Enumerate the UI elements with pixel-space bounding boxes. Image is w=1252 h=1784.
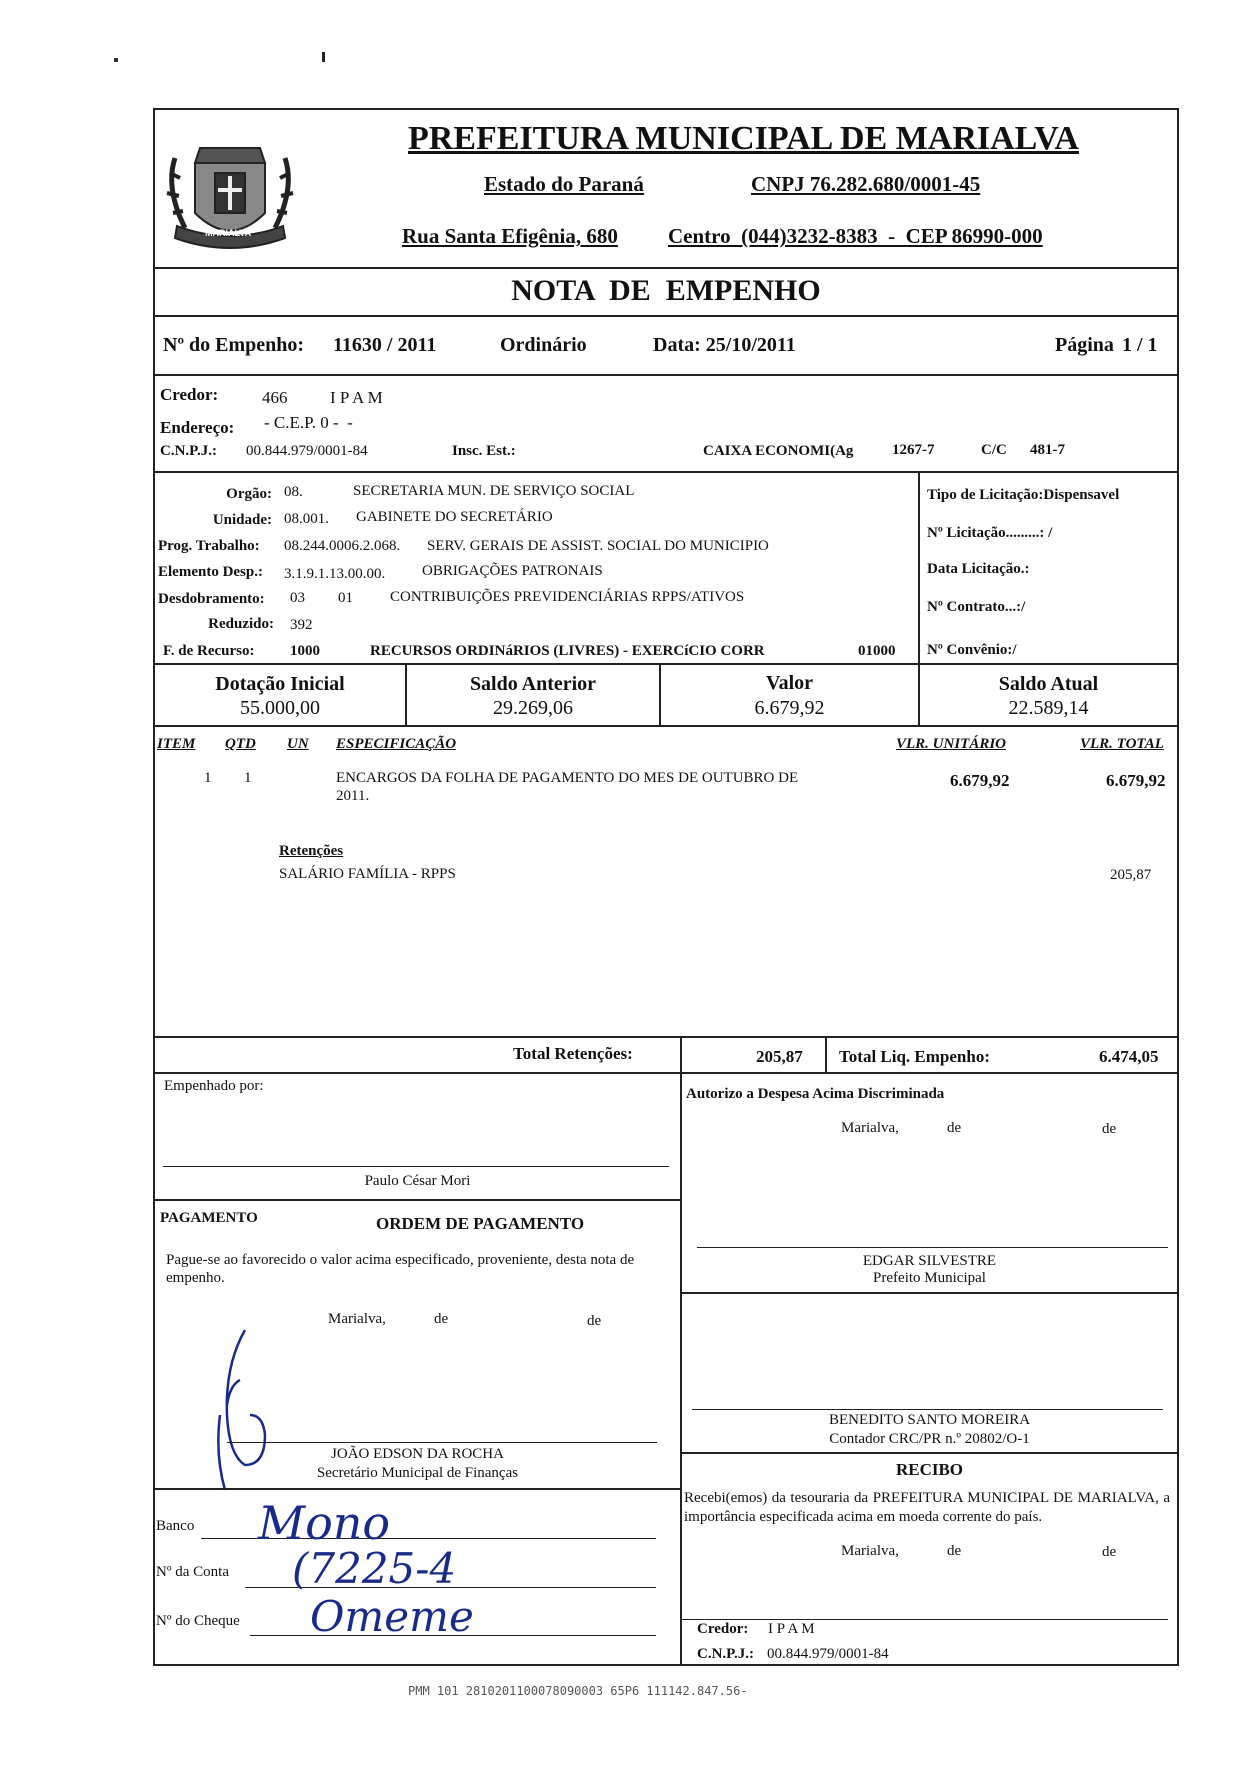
divider: [155, 315, 1177, 317]
recibo-title: RECIBO: [895, 1460, 964, 1479]
prefeito-nome: EDGAR SILVESTRE: [862, 1253, 997, 1269]
pagina-label: Página: [1055, 334, 1114, 356]
licitacao-convenio: Nº Convênio:/: [927, 642, 1017, 658]
scan-mark: [114, 58, 118, 62]
contador-nome: BENEDITO SANTO MOREIRA: [828, 1412, 1031, 1428]
item-esp: ENCARGOS DA FOLHA DE PAGAMENTO DO MES DE OUTUBRO DE: [336, 770, 799, 786]
divider: [680, 1452, 1177, 1454]
ordem-label: ORDEM DE PAGAMENTO: [376, 1214, 585, 1233]
col-qtd: QTD: [225, 736, 256, 752]
empenhado-nome: Paulo César Mori: [364, 1173, 471, 1189]
conta-label: Nº da Conta: [156, 1564, 229, 1580]
elem: OBRIGAÇÕES PATRONAIS: [422, 563, 603, 579]
col-item: ITEM: [157, 736, 196, 752]
licitacao-data: Data Licitação.:: [927, 561, 1030, 577]
pagamento-label: PAGAMENTO: [160, 1210, 258, 1226]
recurso-cod2: 01000: [858, 643, 896, 659]
pague-texto: Pague-se ao favorecido o valor acima especificado, proveniente, desta nota de empenho.: [166, 1252, 635, 1286]
conta-handwritten: (7225-4: [292, 1544, 457, 1593]
total-retencoes-label: Total Retenções:: [513, 1044, 633, 1063]
retencoes-label: Retenções: [279, 843, 344, 859]
atual: 22.589,14: [1008, 697, 1089, 719]
elem-cod: 3.1.9.1.13.00.00.: [284, 566, 386, 582]
unidade-label: Unidade:: [212, 512, 272, 528]
licitacao-tipo: Tipo de Licitação:Dispensavel: [927, 487, 1120, 503]
header-address: Rua Santa Efigênia, 680: [402, 224, 618, 248]
doc-title: NOTA DE EMPENHO: [511, 274, 821, 307]
pagamento-de: de: [587, 1313, 602, 1329]
banco: CAIXA ECONOMI(Ag: [703, 443, 854, 459]
recibo-de: de: [947, 1543, 962, 1559]
divider: [680, 1292, 1177, 1294]
cc-label: C/C: [981, 442, 1007, 458]
desdob-cod: 03: [290, 590, 305, 606]
divider: [680, 1036, 682, 1072]
unidade: GABINETE DO SECRETÁRIO: [356, 509, 553, 525]
divider: [155, 1488, 680, 1490]
divider: [155, 374, 1177, 376]
cc: 481-7: [1030, 442, 1065, 458]
header-state: Estado do Paraná: [484, 172, 644, 196]
prog-label: Prog. Trabalho:: [158, 538, 260, 554]
endereco-label: Endereço:: [160, 418, 235, 437]
divider: [155, 1036, 1177, 1038]
autorizo-local: Marialva,: [841, 1120, 899, 1136]
recibo-texto: Recebi(emos) da tesouraria da PREFEITURA MUNICIPAL DE MARIALVA, a importância especificada acima em moeda corrente do país.: [684, 1490, 1170, 1525]
retencao-valor: 205,87: [1110, 867, 1152, 883]
prefeito-cargo: Prefeito Municipal: [873, 1270, 986, 1286]
pagina: 1 / 1: [1122, 334, 1158, 356]
orgao: SECRETARIA MUN. DE SERVIÇO SOCIAL: [353, 483, 635, 499]
valor: 6.679,92: [754, 697, 825, 719]
orgao-cod: 08.: [284, 484, 303, 500]
footer-code: PMM 101 2810201100078090003 65P6 111142.847.56-: [408, 1684, 748, 1698]
col-unit: VLR. UNITÁRIO: [896, 736, 1007, 752]
recurso-cod: 1000: [290, 643, 320, 659]
recibo-local: Marialva,: [841, 1543, 899, 1559]
divider: [918, 471, 920, 663]
prog: SERV. GERAIS DE ASSIST. SOCIAL DO MUNICIPIO: [427, 538, 769, 554]
header-address-rest: Centro (044)3232-8383 - CEP 86990-000: [668, 224, 1043, 248]
empenho-data: Data: 25/10/2011: [653, 334, 796, 356]
insc-label: Insc. Est.:: [452, 443, 516, 459]
pagamento-de: de: [434, 1311, 449, 1327]
recibo-cnpj: 00.844.979/0001-84: [767, 1646, 889, 1662]
item-total: 6.679,92: [1106, 771, 1166, 790]
item-num: 1: [204, 770, 212, 786]
empenho-numero: 11630 / 2011: [333, 334, 437, 356]
divider: [680, 1072, 682, 1666]
item-qtd: 1: [244, 770, 252, 786]
reduzido-label: Reduzido:: [208, 616, 274, 632]
prog-cod: 08.244.0006.2.068.: [284, 538, 401, 554]
valor-label: Valor: [765, 672, 814, 694]
col-total: VLR. TOTAL: [1080, 736, 1164, 752]
col-un: UN: [287, 736, 309, 752]
credor-nome: I P A M: [330, 388, 383, 407]
autorizo-de: de: [947, 1120, 962, 1136]
licitacao-numero: Nº Licitação.........: /: [927, 525, 1053, 541]
elem-label: Elemento Desp.:: [158, 564, 263, 580]
desdob-label: Desdobramento:: [158, 591, 265, 607]
dotacao-label: Dotação Inicial: [215, 673, 345, 695]
item-unit: 6.679,92: [950, 771, 1010, 790]
cheque-handwritten: Omeme: [310, 1592, 474, 1641]
divider: [155, 663, 1177, 665]
signature-line: [682, 1619, 1168, 1620]
coat-of-arms-label: MARIALVA: [205, 228, 252, 238]
endereco: - C.E.P. 0 - -: [264, 413, 353, 432]
desdob-cod2: 01: [338, 590, 353, 606]
signature-line: [692, 1409, 1163, 1410]
empenho-tipo: Ordinário: [500, 334, 587, 356]
secretario-nome: JOÃO EDSON DA ROCHA: [331, 1446, 504, 1462]
atual-label: Saldo Atual: [998, 673, 1099, 695]
signature-line: [697, 1247, 1168, 1248]
cnpj-label: C.N.P.J.:: [160, 443, 217, 459]
divider: [155, 725, 1177, 727]
reduzido: 392: [290, 617, 313, 633]
empenho-numero-label: Nº do Empenho:: [163, 334, 305, 356]
coat-of-arms: [155, 118, 305, 268]
cnpj: 00.844.979/0001-84: [246, 443, 368, 459]
agencia: 1267-7: [892, 442, 935, 458]
banco-handwritten: Mono: [258, 1496, 391, 1550]
secretario-cargo: Secretário Municipal de Finanças: [316, 1465, 519, 1481]
banco-label: Banco: [156, 1518, 195, 1534]
divider: [155, 267, 1177, 269]
recibo-credor-label: Credor:: [697, 1621, 749, 1637]
orgao-label: Orgão:: [226, 486, 272, 502]
anterior: 29.269,06: [493, 697, 573, 719]
header-title: PREFEITURA MUNICIPAL DE MARIALVA: [408, 120, 1079, 157]
dotacao: 55.000,00: [240, 697, 320, 719]
empenhado-label: Empenhado por:: [164, 1078, 264, 1094]
col-esp: ESPECIFICAÇÃO: [336, 736, 457, 752]
signature-line: [163, 1166, 669, 1167]
credor-codigo: 466: [262, 388, 288, 407]
credor-label: Credor:: [160, 385, 219, 404]
signature-line: [227, 1442, 657, 1443]
recibo-de: de: [1102, 1544, 1117, 1560]
autorizo-label: Autorizo a Despesa Acima Discriminada: [686, 1086, 945, 1102]
recurso: RECURSOS ORDINáRIOS (LIVRES) - EXERCíCIO CORR: [370, 643, 765, 659]
recurso-label: F. de Recurso:: [163, 643, 255, 659]
licitacao-contrato: Nº Contrato...:/: [927, 599, 1026, 615]
pagamento-local: Marialva,: [328, 1311, 386, 1327]
anterior-label: Saldo Anterior: [469, 673, 597, 695]
divider: [825, 1036, 827, 1072]
recibo-cnpj-label: C.N.P.J.:: [697, 1646, 754, 1662]
retencao-nome: SALÁRIO FAMÍLIA - RPPS: [279, 866, 456, 882]
total-retencoes: 205,87: [756, 1047, 803, 1066]
scan-mark: [322, 52, 325, 62]
divider: [155, 471, 1177, 473]
total-liq: 6.474,05: [1099, 1047, 1159, 1066]
unidade-cod: 08.001.: [284, 511, 329, 527]
autorizo-de: de: [1102, 1121, 1117, 1137]
divider: [155, 1072, 1177, 1074]
contador-cargo: Contador CRC/PR n.º 20802/O-1: [829, 1431, 1030, 1447]
recibo-credor: I P A M: [768, 1621, 815, 1637]
divider: [155, 1199, 680, 1201]
header-cnpj: CNPJ 76.282.680/0001-45: [751, 172, 981, 196]
item-esp: 2011.: [336, 788, 370, 804]
cheque-label: Nº do Cheque: [156, 1613, 240, 1629]
desdob: CONTRIBUIÇÕES PREVIDENCIÁRIAS RPPS/ATIVOS: [390, 589, 745, 605]
total-liq-label: Total Liq. Empenho:: [839, 1047, 990, 1066]
